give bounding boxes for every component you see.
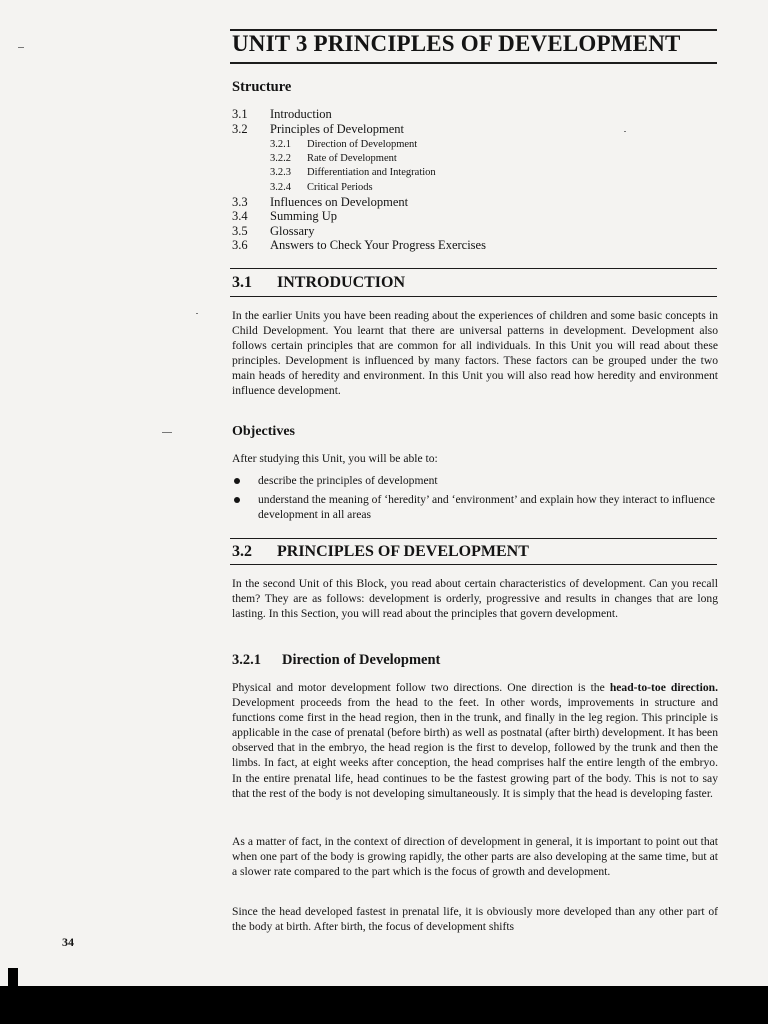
toc-number: 3.2.4: [270, 182, 291, 193]
section-number: 3.1: [232, 274, 252, 291]
scan-speck: [162, 432, 172, 433]
toc-item-3-6: [232, 238, 486, 253]
direction-paragraph-3: Since the head developed fastest in prenatal life, it is obviously more developed than any other part of the body at birth. After birth, the focus of development shifts: [232, 905, 718, 934]
direction-p1-bold-term: head-to-toe direction.: [609, 681, 719, 694]
title-bottom-rule: [230, 62, 717, 64]
toc-number: 3.6: [232, 238, 248, 252]
objective-text: describe the principles of development: [258, 474, 438, 487]
subsection-heading-direction: [232, 652, 440, 669]
section-number: 3.2: [232, 543, 252, 560]
page-number: 34: [62, 935, 74, 949]
toc-item-3-5: [232, 224, 314, 239]
toc-label: Introduction: [270, 107, 332, 121]
introduction-paragraph: In the earlier Units you have been reading about the experiences of children and some basic concepts in Child Development. You learnt that there are universal patterns in development. Development also follows certain principles that are common for all individuals. In this Unit you will read about these principles. Development is influenced by many factors. These factors can be grouped under the two main heads of heredity and environment. In this Unit you will also read how heredity and environment influence development.: [232, 309, 718, 398]
principles-paragraph: In the second Unit of this Block, you read about certain characteristics of development. Can you recall them? They are as follows: development is orderly, progressive and results in changes that are long lasting. In this Section, you will read about the principles that govern development.: [232, 577, 718, 621]
unit-title: UNIT 3 PRINCIPLES OF DEVELOPMENT: [232, 31, 681, 56]
intro-top-rule: [230, 268, 717, 269]
toc-number: 3.1: [232, 107, 248, 121]
section-heading-introduction: [232, 274, 405, 292]
subsection-number: 3.2.1: [232, 652, 261, 668]
direction-paragraph-1: [232, 680, 718, 801]
toc-label: Principles of Development: [270, 122, 404, 136]
toc-item-3-1: [232, 107, 332, 122]
direction-p1-end: Development proceeds from the head to the feet. In other words, improvements in structure and functions come first in the head region, then in the trunk, and finally in the leg region. This principle is applicable in the case of prenatal (before birth) as well as postnatal (after birth) development. It has been observed that in the embryo, the head region is the first to develop, followed by the trunk and then the limbs. In fact, at eight weeks after conception, the head comprises half the entire length of the embryo. In the entire prenatal life, head continues to be the fastest growing part of the body. This is not to say that the rest of the body is not developing simultaneously. It is simply that the head is developing faster.: [232, 696, 718, 800]
toc-number: 3.5: [232, 224, 248, 238]
toc-number: 3.4: [232, 209, 248, 223]
toc-number: 3.2.1: [270, 139, 291, 150]
subsection-title: Direction of Development: [282, 652, 441, 668]
section-title: INTRODUCTION: [277, 274, 406, 291]
toc-item-3-2-1: [270, 138, 417, 152]
objectives-lead: After studying this Unit, you will be able to:: [232, 452, 438, 465]
section-heading-principles: [232, 543, 529, 561]
toc-item-3-2-3: [270, 166, 436, 180]
toc-label: Summing Up: [270, 209, 338, 223]
intro-bottom-rule: [230, 296, 717, 297]
toc-label: Direction of Development: [307, 139, 418, 150]
objective-bullet-2: [232, 492, 718, 522]
toc-item-3-2-4: [270, 181, 373, 195]
toc-number: 3.2.2: [270, 153, 291, 164]
scan-speck: [624, 131, 626, 132]
toc-label: Rate of Development: [307, 153, 397, 164]
objectives-heading: Objectives: [232, 424, 295, 439]
toc-number: 3.2.3: [270, 167, 291, 178]
toc-item-3-2: [232, 122, 404, 137]
toc-item-3-4: [232, 209, 337, 224]
objective-bullet-1: [232, 473, 718, 488]
toc-label: Glossary: [270, 224, 315, 238]
scan-speck: [18, 47, 24, 48]
toc-label: Differentiation and Integration: [307, 167, 436, 178]
toc-number: 3.3: [232, 195, 248, 209]
principles-top-rule: [230, 538, 717, 539]
toc-item-3-2-2: [270, 152, 397, 166]
direction-paragraph-2: As a matter of fact, in the context of direction of development in general, it is important to point out that when one part of the body is growing rapidly, the other parts are also developing at the same time, but at a slower rate compared to the part which is the focus of growth and development.: [232, 835, 718, 879]
toc-number: 3.2: [232, 122, 248, 136]
bullet-dot: [234, 497, 240, 503]
scan-speck: [196, 313, 198, 314]
toc-label: Influences on Development: [270, 195, 409, 209]
scan-bottom-bar: [0, 986, 768, 1024]
principles-bottom-rule: [230, 564, 717, 565]
section-title: PRINCIPLES OF DEVELOPMENT: [277, 543, 529, 560]
toc-label: Critical Periods: [307, 182, 373, 193]
direction-p1-start: Physical and motor development follow two directions. One direction is the: [232, 681, 610, 694]
structure-heading: Structure: [232, 79, 292, 95]
bullet-dot: [234, 478, 240, 484]
objective-text: understand the meaning of ‘heredity’ and ‘environment’ and explain how they interact to influence development in all areas: [258, 493, 716, 521]
toc-label: Answers to Check Your Progress Exercises: [270, 238, 486, 252]
toc-item-3-3: [232, 195, 408, 210]
